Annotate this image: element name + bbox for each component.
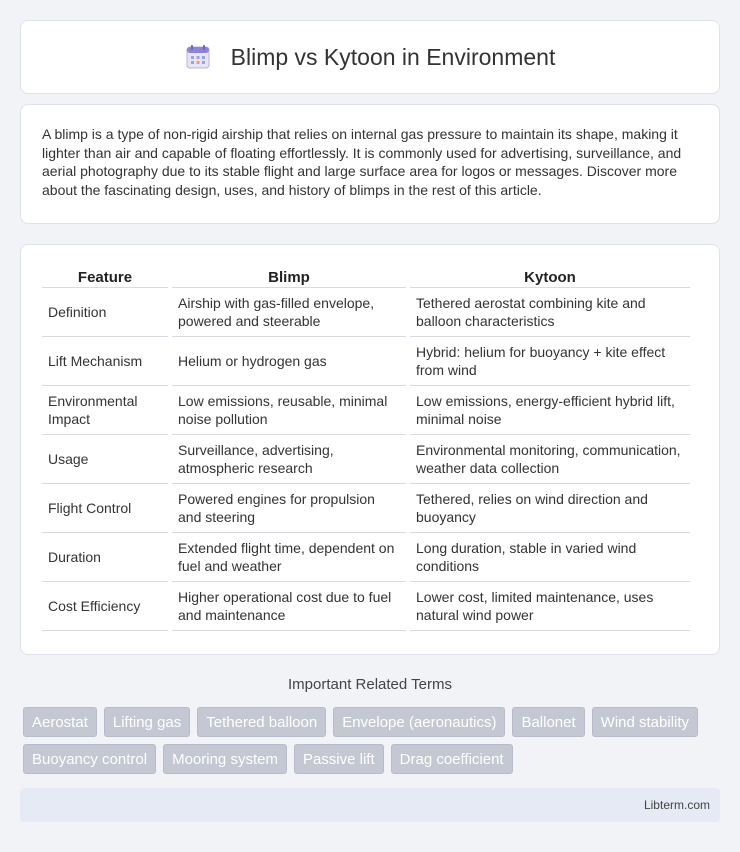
tag-mooring-system[interactable]: Mooring system [163, 744, 287, 774]
tag-ballonet[interactable]: Ballonet [512, 707, 584, 737]
tag-envelope[interactable]: Envelope (aeronautics) [333, 707, 505, 737]
feature-cell: Cost Efficiency [42, 582, 168, 631]
intro-card [20, 104, 720, 224]
tag-lifting-gas[interactable]: Lifting gas [104, 707, 190, 737]
tag-wind-stability[interactable]: Wind stability [592, 707, 698, 737]
blimp-cell: Powered engines for propulsion and steering [172, 484, 406, 533]
blimp-cell: Airship with gas-filled envelope, powered and steerable [172, 288, 406, 337]
tag-aerostat[interactable]: Aerostat [23, 707, 97, 737]
feature-cell: Lift Mechanism [42, 337, 168, 386]
blimp-cell: Surveillance, advertising, atmospheric research [172, 435, 406, 484]
kytoon-cell: Hybrid: helium for buoyancy + kite effect from wind [410, 337, 690, 386]
table-row [42, 337, 690, 386]
blimp-cell: Higher operational cost due to fuel and maintenance [172, 582, 406, 631]
table-row [42, 484, 690, 533]
tag-passive-lift[interactable]: Passive lift [294, 744, 384, 774]
kytoon-cell: Low emissions, energy-efficient hybrid lift, minimal noise [410, 386, 690, 435]
tag-tethered-balloon[interactable]: Tethered balloon [197, 707, 326, 737]
comparison-card [20, 244, 720, 655]
page-title: Blimp vs Kytoon in Environment [230, 43, 556, 70]
footer [20, 788, 720, 822]
intro-text: A blimp is a type of non-rigid airship that relies on internal gas pressure to maintain its shape, making it lighter than air and capable of floating effortlessly. It is commonly used for advertising, surveillance, and aerial photography due to its stable flight and large surface area for logos or messages. Discover more about the fascinating design, uses, and history of blimps in the rest of this article. [42, 126, 682, 198]
kytoon-cell: Tethered, relies on wind direction and buoyancy [410, 484, 690, 533]
kytoon-cell: Long duration, stable in varied wind conditions [410, 533, 690, 582]
kytoon-cell: Lower cost, limited maintenance, uses natural wind power [410, 582, 690, 631]
table-header-row [42, 265, 690, 288]
blimp-cell: Helium or hydrogen gas [172, 337, 406, 386]
header-blimp: Blimp [172, 265, 406, 288]
table-row [42, 288, 690, 337]
comparison-table [38, 265, 694, 631]
header-kytoon: Kytoon [410, 265, 690, 288]
table-row [42, 386, 690, 435]
feature-cell: Environmental Impact [42, 386, 168, 435]
tag-buoyancy-control[interactable]: Buoyancy control [23, 744, 156, 774]
feature-cell: Duration [42, 533, 168, 582]
feature-cell: Flight Control [42, 484, 168, 533]
blimp-cell: Extended flight time, dependent on fuel and weather [172, 533, 406, 582]
related-terms-list [23, 707, 723, 774]
kytoon-cell: Tethered aerostat combining kite and balloon characteristics [410, 288, 690, 337]
footer-site-link[interactable]: Libterm.com [643, 798, 710, 812]
title-card [20, 20, 720, 94]
table-row [42, 435, 690, 484]
header-feature: Feature [42, 265, 168, 288]
table-row [42, 582, 690, 631]
related-terms-title: Important Related Terms [288, 676, 452, 693]
blimp-cell: Low emissions, reusable, minimal noise pollution [172, 386, 406, 435]
table-calendar-icon [185, 44, 211, 70]
kytoon-cell: Environmental monitoring, communication, weather data collection [410, 435, 690, 484]
table-row [42, 533, 690, 582]
feature-cell: Usage [42, 435, 168, 484]
tag-drag-coefficient[interactable]: Drag coefficient [391, 744, 513, 774]
feature-cell: Definition [42, 288, 168, 337]
